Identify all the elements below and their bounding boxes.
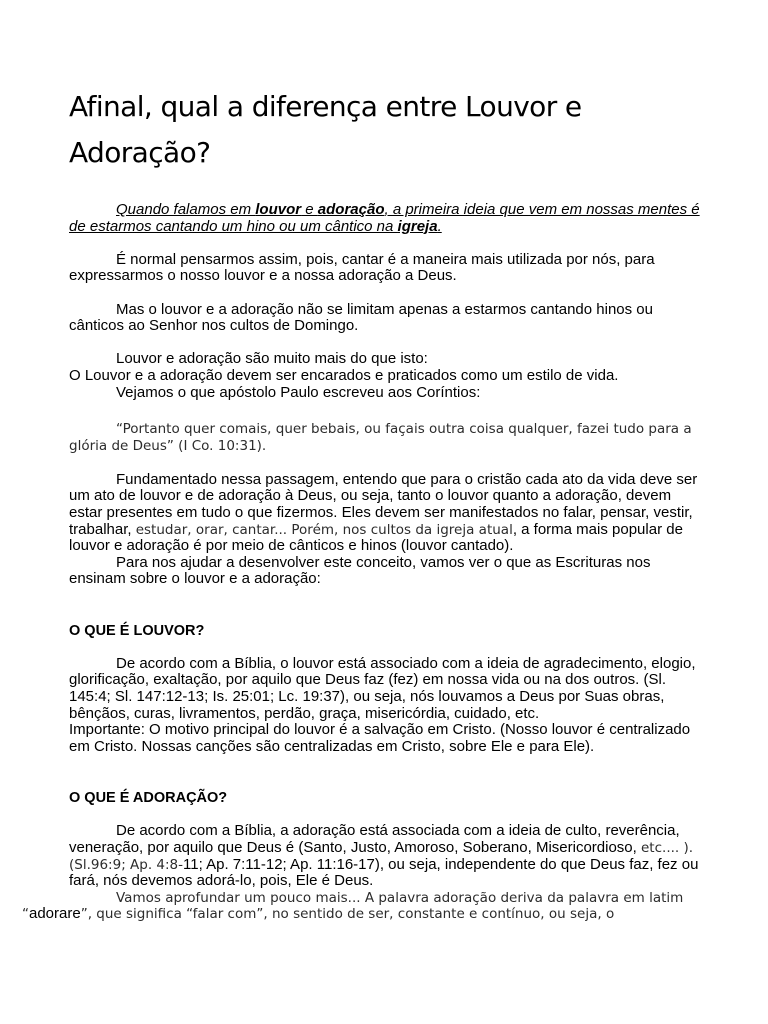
intro-text-4: . <box>437 217 442 235</box>
paragraph-3b: O Louvor e a adoração devem ser encarados e praticados como um estilo de vida. <box>69 366 619 384</box>
paragraph-3a: Louvor e adoração são muito mais do que isto: <box>116 350 428 368</box>
adoracao-text-a: De acordo com a Bíblia, a adoração está associada com a ideia de culto, reverência, veneração, por aquilo que Deus é (Santo, Justo, Amoroso, Soberano, Misericordioso, <box>69 822 680 857</box>
adoracao-open-quote: “ <box>22 906 29 923</box>
paragraph-3c: Vejamos o que apóstolo Paulo escreveu aos Coríntios: <box>116 383 481 401</box>
intro-keyword-adoracao: adoração <box>317 201 385 218</box>
heading-louvor: O QUE É LOUVOR? <box>69 622 205 639</box>
adoracao-text-g: ”, que significa “falar com”, no sentido de ser, constante e contínuo, ou seja, o <box>80 906 615 923</box>
adoracao-latim-word: adorare <box>29 905 81 923</box>
page-title: Afinal, qual a diferença entre Louvor e Adoração? <box>69 90 582 169</box>
intro-keyword-igreja: igreja <box>397 217 438 235</box>
intro-keyword-louvor: louvor <box>255 201 302 218</box>
paragraph-5: Para nos ajudar a desenvolver este conceito, vamos ver o que as Escrituras nos ensinam sobre o louvor e a adoração: <box>69 553 651 588</box>
intro-text-3: , a primeira ideia que vem em nossas mentes é de estarmos cantando um hino ou um cântico na <box>69 201 700 235</box>
adoracao-text-c: 11; Ap. 7:11-12; Ap. 11:16-17), ou seja, independente do que Deus faz, fez ou fará, nós devemos adorá-lo, pois, Ele é Deus. <box>69 855 699 890</box>
adoracao-paragraph-2 <box>22 889 704 923</box>
intro-text-2: e <box>301 201 318 218</box>
adoracao-text-b: etc.... ). (Sl.96:9; Ap. 4:8- <box>69 840 694 873</box>
intro-text-1: Quando falamos em <box>116 201 256 218</box>
louvor-paragraph-2: Importante: O motivo principal do louvor é a salvação em Cristo. (Nosso louvor é centralizado em Cristo. Nossas canções são centralizadas em Cristo, sobre Ele e para Ele). <box>69 721 691 755</box>
louvor-paragraph-1: De acordo com a Bíblia, o louvor está associado com a ideia de agradecimento, elogio, glorificação, exaltação, por aquilo que Deus faz (fez) em nossa vida ou na dos outros. (Sl. 145:4; Sl. 147:12-13; Is. 25:01; Lc. 19:37), ou seja, nós louvamos a Deus por Suas obras, bênçãos, curas, livramentos, perdão, graça, misericórdia, cuidado, etc. <box>69 654 696 722</box>
paragraph-2: Mas o louvor e a adoração não se limitam apenas a estarmos cantando hinos ou cânticos ao Senhor nos cultos de Domingo. <box>69 300 653 335</box>
adoracao-text-d: Vamos aprofundar um pouco mais... A palavra adoração deriva da palavra em latim <box>116 889 684 906</box>
intro-paragraph <box>69 202 704 235</box>
paragraph-4 <box>69 472 704 555</box>
paragraph-4-text-a: Fundamentado nessa passagem, entendo que para o cristão cada ato da vida deve ser um ato de louvor e de adoração à Deus, ou seja, tanto o louvor quanto a adoração, devem estar presentes em tudo o que fizermos. Eles devem ser manifestados no falar, pensar, vestir, trabalhar, <box>69 470 698 538</box>
adoracao-paragraph-1 <box>69 823 704 889</box>
bible-quote: “Portanto quer comais, quer bebais, ou façais outra coisa qualquer, fazei tudo para a glória de Deus” (I Co. 10:31). <box>69 421 692 455</box>
paragraph-4-text-c: , a forma mais popular de louvor e adoração é por meio de cânticos e hinos (louvor cantado). <box>69 520 683 555</box>
paragraph-1: É normal pensarmos assim, pois, cantar é a maneira mais utilizada por nós, para expressarmos o nosso louvor e a nossa adoração a Deus. <box>69 250 655 285</box>
document-body <box>22 84 704 923</box>
paragraph-4-text-b: estudar, orar, cantar... Porém, nos cultos da igreja atual <box>135 521 513 538</box>
heading-adoracao: O QUE É ADORAÇÃO? <box>69 790 228 807</box>
